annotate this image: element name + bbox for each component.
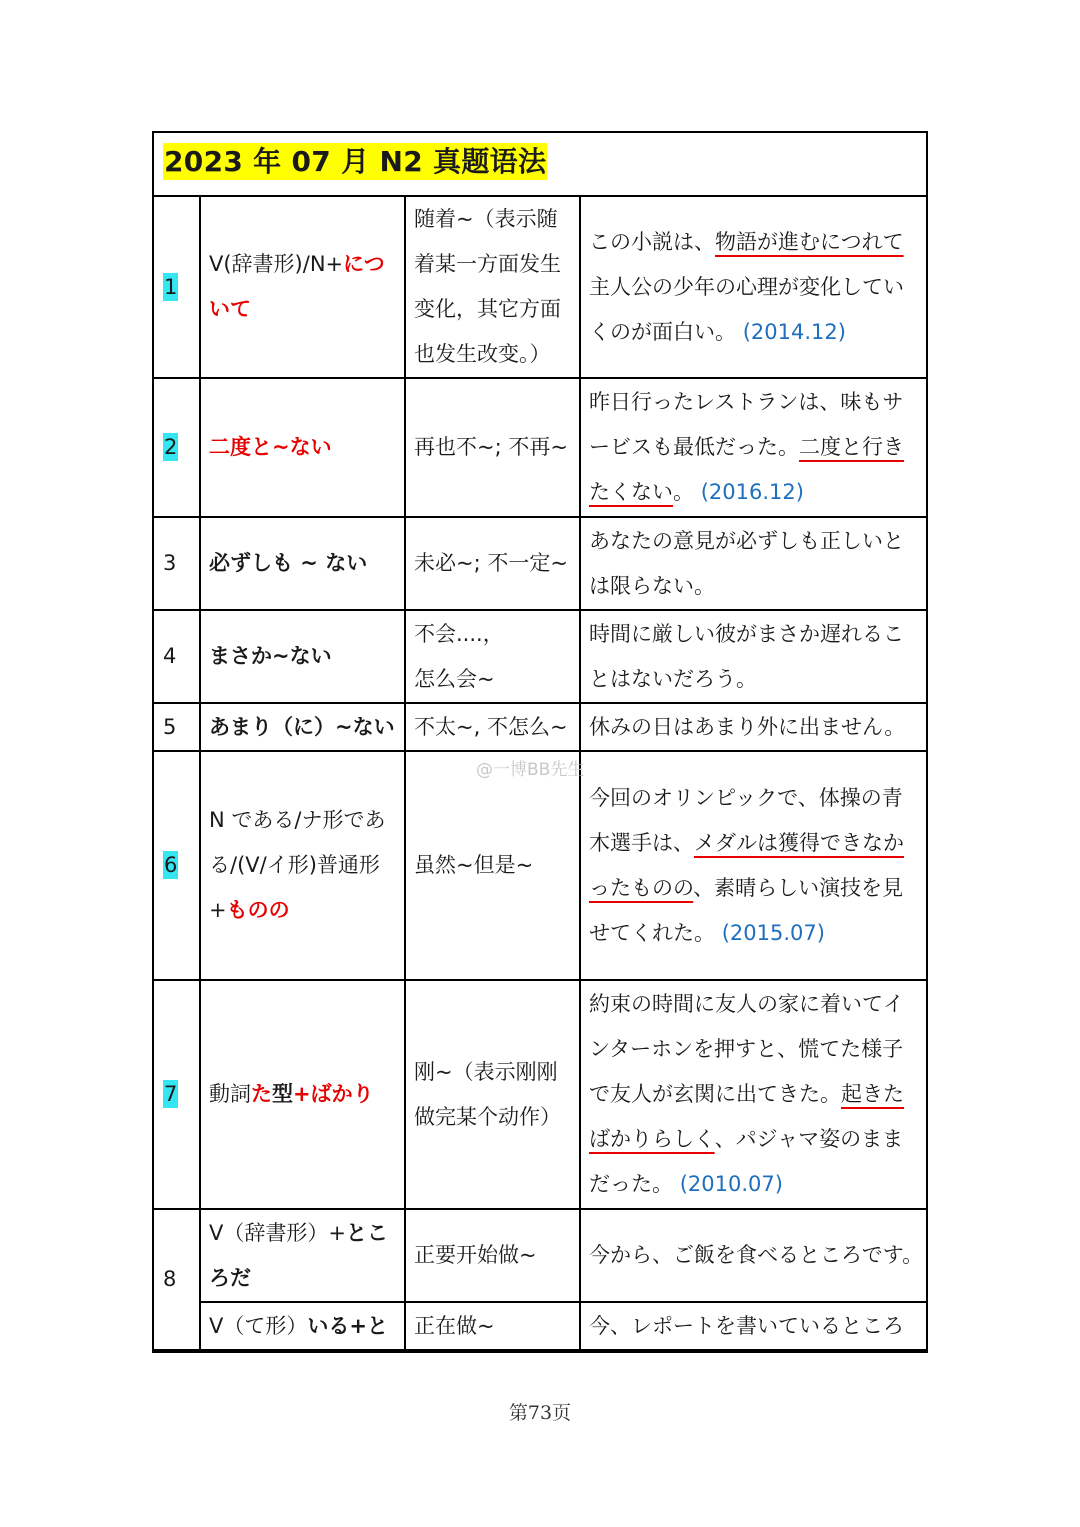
example-sentence: 時間に厳しい彼がまさか遅れることはないだろう。 [580,610,926,703]
grammar-pattern: 動詞た型+ばかり [200,980,405,1209]
row-number: 5 [154,703,200,751]
grammar-pattern: まさか~ない [200,610,405,703]
example-sentence: あなたの意見が必ずしも正しいとは限らない。 [580,517,926,610]
meaning: 虽然~但是~ [405,751,580,980]
source-date: (2015.07) [721,920,825,945]
row-number: 6 [154,751,200,980]
row-number: 7 [154,980,200,1209]
table-row [154,517,926,610]
example-sentence: 休みの日はあまり外に出ません。 [580,703,926,751]
grammar-pattern: 必ずしも ~ ない [200,517,405,610]
example-sentence: 今、レポートを書いているところ [580,1302,926,1350]
source-date: (2010.07) [679,1172,783,1196]
table-row [154,980,926,1209]
row-number: 3 [154,517,200,610]
meaning: 再也不~; 不再~ [405,378,580,517]
example-sentence: 約束の時間に友人の家に着いてインターホンを押すと、慌てた様子で友人が玄関に出てきた。起きたばかりらしく、パジャマ姿のままだった。 (2010.07) [580,980,926,1209]
row-number: 8 [154,1209,200,1350]
watermark: @一博BB先生 [476,760,585,780]
table-row [154,751,926,980]
grammar-pattern: N である/ナ形である/(V/イ形)普通形+ものの [200,751,405,980]
grammar-table [152,131,928,1353]
grammar-pattern: 二度と~ない [200,378,405,517]
grammar-pattern: V（辞書形）+ところだ [200,1209,405,1302]
table-row [154,1302,926,1350]
meaning: 不会....， 怎么会~ [405,610,580,703]
table-row [154,703,926,751]
meaning: 不太~, 不怎么~ [405,703,580,751]
page-number: 第73页 [508,1402,572,1424]
grammar-pattern: V(辞書形)/N+について [200,196,405,378]
row-number: 4 [154,610,200,703]
grammar-pattern: あまり（に）~ない [200,703,405,751]
table-row [154,610,926,703]
example-sentence: 今から、ご飯を食べるところです。 [580,1209,926,1302]
page-title: 2023 年 07 月 N2 真题语法 [164,144,547,178]
source-date: (2016.12) [700,480,804,504]
source-date: (2014.12) [742,319,846,344]
table-title-cell [154,133,926,196]
row-number: 1 [154,196,200,378]
meaning: 未必~; 不一定~ [405,517,580,610]
example-sentence: 昨日行ったレストランは、味もサービスも最低だった。二度と行きたくない。 (2016.12) [580,378,926,517]
grammar-pattern: V（て形）いる+と [200,1302,405,1350]
meaning: 随着~（表示随着某一方面发生变化，其它方面也发生改变。） [405,196,580,378]
example-sentence: 今回のオリンピックで、体操の青木選手は、メダルは獲得できなかったものの、素晴らしい演技を見せてくれた。 (2015.07) [580,751,926,980]
row-number: 2 [154,378,200,517]
table-row [154,196,926,378]
table-row [154,1209,926,1302]
meaning: 正要开始做~ [405,1209,580,1302]
meaning: 正在做~ [405,1302,580,1350]
example-sentence: この小説は、物語が進むにつれて主人公の少年の心理が変化していくのが面白い。 (2014.12) [580,196,926,378]
table-row [154,378,926,517]
meaning: 刚~（表示刚刚做完某个动作） [405,980,580,1209]
